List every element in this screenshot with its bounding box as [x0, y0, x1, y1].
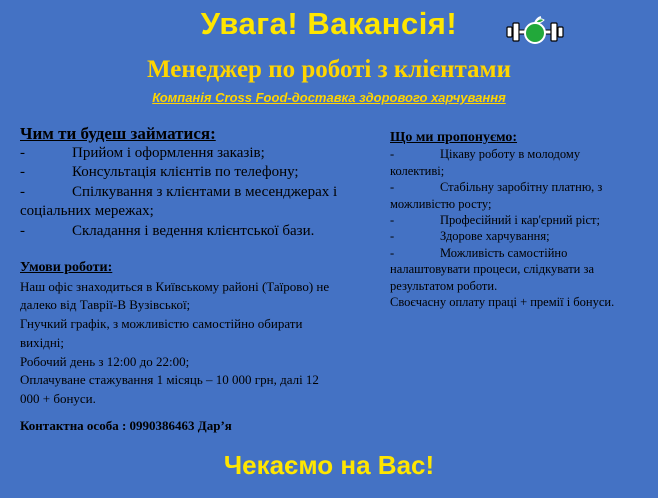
- company-line: Компанія Cross Food-доставка здорового харчування: [152, 90, 506, 105]
- list-item: [390, 146, 645, 162]
- dash-bullet: -: [390, 213, 395, 228]
- duties-heading: Чим ти будеш займатися:: [20, 124, 216, 143]
- offer-section: [390, 130, 645, 310]
- condition-line: далеко від Таврії-В Вузівської;: [20, 297, 191, 313]
- list-item: [20, 222, 380, 242]
- condition-line: Робочий день з 12:00 до 22:00;: [20, 353, 190, 369]
- list-item-continuation: можливістю росту;: [390, 196, 492, 211]
- list-item-text: Прийом і оформлення заказів;: [72, 144, 265, 161]
- list-item-continuation: налаштовувати процеси, слідкувати за: [390, 262, 594, 277]
- list-item: [390, 212, 645, 228]
- position-title: Менеджер по роботі з клієнтами: [146, 56, 511, 83]
- list-item: [20, 163, 380, 183]
- condition-line: Оплачуване стажування 1 місяць – 10 000 грн, далі 12: [20, 372, 319, 388]
- list-item-text: Консультація клієнтів по телефону;: [72, 164, 299, 180]
- dash-bullet: -: [20, 183, 25, 200]
- dumbbell-apple-icon: [505, 15, 565, 49]
- conditions-section: [20, 259, 380, 409]
- list-item-text: Стабільну заробітну платню, з: [440, 180, 603, 195]
- page-title: Увага! Вакансія!: [200, 6, 458, 41]
- list-item: [390, 245, 645, 261]
- list-item: [20, 183, 380, 203]
- list-item-text: Професійний і кар'єрний ріст;: [440, 213, 600, 228]
- list-item-continuation: результатом роботи.: [390, 278, 498, 293]
- conditions-heading: Умови роботи:: [20, 260, 113, 275]
- list-item-continuation: колективі;: [390, 163, 445, 178]
- closing-message: Чекаємо на Вас!: [223, 450, 435, 480]
- list-item-text: Можливість самостійно: [440, 245, 568, 260]
- list-item-text: Цікаву роботу в молодому: [440, 147, 581, 162]
- dash-bullet: -: [390, 180, 395, 195]
- dash-bullet: -: [20, 164, 25, 180]
- duties-section: [20, 124, 380, 241]
- condition-line: Гнучкий графік, з можливістю самостійно обирати: [20, 316, 303, 332]
- dash-bullet: -: [390, 229, 395, 244]
- list-item-text: Складання і ведення клієнтської бази.: [72, 222, 315, 239]
- dash-bullet: -: [20, 222, 25, 239]
- dash-bullet: -: [20, 144, 25, 161]
- list-item: [390, 179, 645, 195]
- list-item-continuation: соціальних мережах;: [20, 203, 154, 219]
- condition-line: Наш офіс знаходиться в Київському районі (Таїрово) не: [20, 278, 330, 294]
- condition-line: 000 + бонуси.: [20, 390, 96, 406]
- offer-heading: Що ми пропонуємо:: [390, 130, 518, 145]
- dash-bullet: -: [390, 147, 395, 162]
- list-item: [20, 144, 380, 164]
- dash-bullet: -: [390, 245, 395, 260]
- contact-info: Контактна особа : 0990386463 Дар’я: [20, 418, 232, 433]
- list-item-text: Спілкування з клієнтами в месенджерах і: [72, 183, 338, 200]
- list-item-text: Здорове харчування;: [440, 229, 550, 244]
- offer-extra: Своєчасну оплату праці + премії і бонуси.: [390, 295, 615, 310]
- list-item: [390, 228, 645, 244]
- condition-line: вихідні;: [20, 334, 65, 350]
